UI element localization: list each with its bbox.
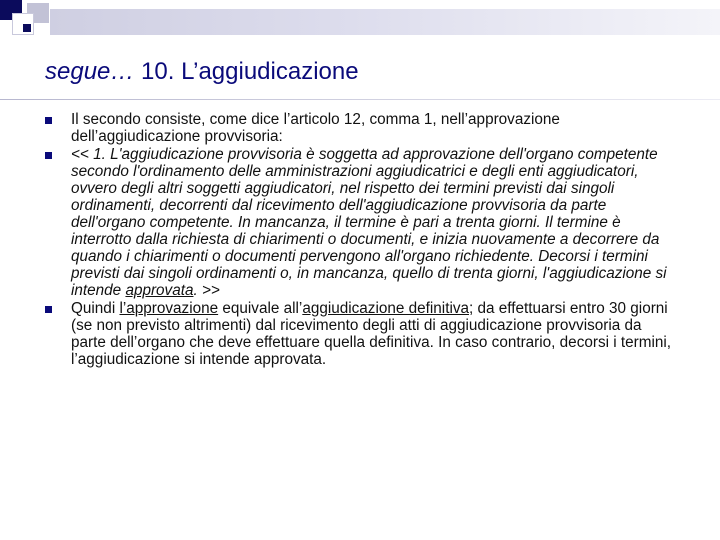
quote-text-end: . >> [193, 281, 220, 299]
quote-underlined-word: approvata [125, 281, 194, 299]
square-bullet-icon [45, 306, 52, 313]
underlined-aggiudicazione-definitiva: aggiudicazione definitiva [302, 299, 469, 317]
slide-title-italic: segue… [45, 58, 135, 85]
slide-title-text: 10. L’aggiudicazione [134, 58, 359, 85]
bullet-item-2 [45, 147, 675, 299]
bullet-item-3 [45, 301, 675, 369]
slide-title [45, 58, 359, 86]
header-gradient-bar [50, 9, 720, 35]
underlined-approvazione: l’approvazione [119, 299, 219, 317]
bullet-text-end: ; da effettuarsi entro 30 giorni (se non previsto altrimenti) dal ricevimento degli atti di aggiudicazione provvisoria da parte dell’organo che deve effettuare quella definitiva. In caso contrario, decorsi i termini, l’aggiudicazione si intende approvata. [71, 299, 672, 368]
bullet-text-start: Quindi [71, 299, 120, 317]
title-divider [0, 99, 720, 100]
quote-text-main: << 1. L'aggiudicazione provvisoria è soggetta ad approvazione dell'organo competente secondo l'ordinamento delle amministrazioni aggiudicatrici e degli enti aggiudicatori, ovvero degli altri soggetti aggiudicatori, nel rispetto dei termini previsti dai singoli ordinamenti, decorrenti dal ricevimento dell'aggiudicazione provvisoria da parte dell'organo competente. In mancanza, il termine è pari a trenta giorni. Il termine è interrotto dalla richiesta di chiarimenti o documenti, e inizia nuovamente a decorrere da quando i chiarimenti o documenti pervengono all'organo richiedente. Decorsi i termini previsti dai singoli ordinamenti o, in mancanza, quello di trenta giorni, l'aggiudicazione si intende [71, 146, 667, 299]
bullet-text-middle: equivale all’ [218, 299, 303, 317]
quote-text [71, 146, 667, 298]
square-bullet-icon [45, 152, 52, 159]
bullet-text: Il secondo consiste, come dice l’articolo 12, comma 1, nell’approvazione dell’aggiudicazione provvisoria: [71, 111, 560, 145]
corner-square-small [23, 24, 31, 32]
bullet-item-1 [45, 112, 675, 146]
bullet-list [45, 112, 675, 370]
square-bullet-icon [45, 117, 52, 124]
